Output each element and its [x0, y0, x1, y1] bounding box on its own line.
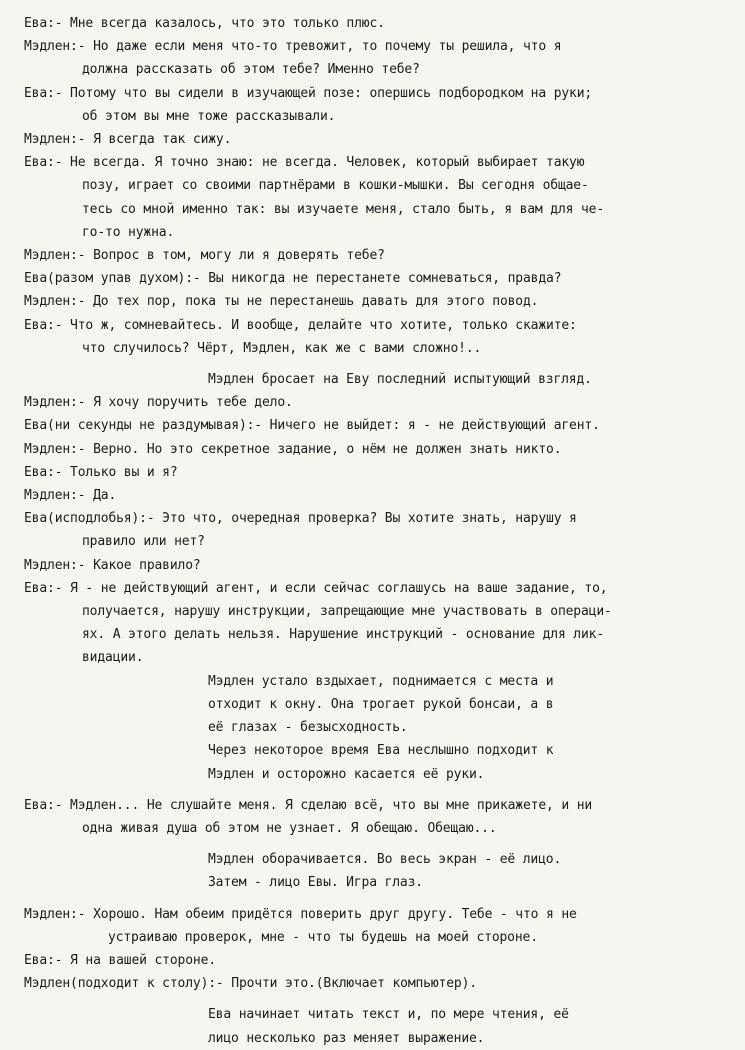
dialogue-line: тесь со мной именно так: вы изучаете меня, стало быть, я вам для че-	[82, 201, 605, 217]
dialogue-line: ях. А этого делать нельзя. Нарушение инструкций - основание для лик-	[82, 627, 605, 643]
spacer	[24, 786, 731, 794]
dialogue-line: Ева:- Мне всегда казалось, что это только плюс.	[24, 16, 385, 31]
dialogue-line: Мэдлен:- Верно. Но это секретное задание, о нём не должен знать никто.	[24, 441, 562, 457]
dialogue-line: Мэдлен:- Какое правило?	[24, 557, 201, 573]
stage-direction-line: её глазах - безысходность.	[208, 720, 408, 736]
stage-direction-line: Мэдлен устало вздыхает, поднимается с места и	[208, 673, 554, 689]
dialogue-line: Мэдлен:- Да.	[24, 488, 117, 504]
dialogue-line: Мэдлен(подходит к столу):- Прочти это.(Включает компьютер).	[24, 976, 477, 992]
dialogue-line: Ева(исподлобья):- Это что, очередная проверка? Вы хотите знать, нарушу я	[24, 511, 577, 527]
dialogue-line: одна живая душа об этом не узнает. Я обещаю. Обещаю...	[82, 820, 497, 836]
stage-direction-line: Мэдлен и осторожно касается её руки.	[208, 766, 485, 782]
dialogue-line: Ева:- Потому что вы сидели в изучающей позе: опершись подбородком на руки;	[24, 85, 593, 101]
dialogue-line: получается, нарушу инструкции, запрещающие мне участвовать в операци-	[82, 604, 612, 620]
dialogue-line: Ева:- Я - не действующий агент, и если сейчас соглашусь на ваше задание, то,	[24, 580, 608, 596]
stage-direction-line: лицо несколько раз меняет выражение.	[208, 1030, 485, 1046]
dialogue-line: Мэдлен:- Я всегда так сижу.	[24, 132, 232, 148]
dialogue-line: видации.	[82, 650, 144, 666]
spacer	[24, 840, 731, 848]
stage-direction-line: Мэдлен бросает на Еву последний испытующий взгляд.	[208, 372, 592, 388]
dialogue-line: Ева:- Мэдлен... Не слушайте меня. Я сделаю всё, что вы мне прикажете, и ни	[24, 797, 593, 813]
dialogue-line: правило или нет?	[82, 534, 205, 550]
dialogue-line: Ева:- Только вы и я?	[24, 464, 178, 480]
dialogue-line: об этом вы мне тоже рассказывали.	[82, 108, 336, 124]
dialogue-line: Мэдлен:- До тех пор, пока ты не перестанешь давать для этого повод.	[24, 294, 539, 310]
dialogue-line: устраиваю проверок, мне - что ты будешь на моей стороне.	[108, 929, 538, 945]
stage-direction-line: Через некоторое время Ева неслышно подходит к	[208, 743, 554, 759]
dialogue-line: Ева:- Не всегда. Я точно знаю: не всегда. Человек, который выбирает такую	[24, 155, 585, 171]
dialogue-line: что случилось? Чёрт, Мэдлен, как же с вами сложно!..	[82, 340, 482, 356]
dialogue-line: Мэдлен:- Вопрос в том, могу ли я доверять тебе?	[24, 248, 385, 264]
dialogue-line: позу, играет со своими партнёрами в кошки-мышки. Вы сегодня общае-	[82, 178, 589, 194]
spacer	[24, 895, 731, 903]
dialogue-line: го-то нужна.	[82, 224, 175, 240]
dialogue-line: Ева(ни секунды не раздумывая):- Ничего не выйдет: я - не действующий агент.	[24, 418, 600, 434]
spacer	[24, 360, 731, 368]
dialogue-line: Ева:- Я на вашей стороне.	[24, 952, 216, 968]
stage-direction-line: Ева начинает читать текст и, по мере чтения, её	[208, 1007, 569, 1023]
dialogue-line: Мэдлен:- Хорошо. Нам обеим придётся поверить друг другу. Тебе - что я не	[24, 906, 577, 922]
dialogue-line: должна рассказать об этом тебе? Именно тебе?	[82, 62, 420, 78]
stage-direction-line: Затем - лицо Евы. Игра глаз.	[208, 875, 423, 891]
stage-direction-line: отходит к окну. Она трогает рукой бонсаи, а в	[208, 696, 554, 712]
spacer	[24, 995, 731, 1003]
dialogue-line: Мэдлен:- Я хочу поручить тебе дело.	[24, 395, 293, 411]
dialogue-line: Ева:- Что ж, сомневайтесь. И вообще, делайте что хотите, только скажите:	[24, 317, 577, 333]
stage-direction-line: Мэдлен оборачивается. Во весь экран - её лицо.	[208, 852, 562, 868]
dialogue-line: Мэдлен:- Но даже если меня что-то тревожит, то почему ты решила, что я	[24, 39, 562, 55]
dialogue-line: Ева(разом упав духом):- Вы никогда не перестанете сомневаться, правда?	[24, 271, 562, 287]
